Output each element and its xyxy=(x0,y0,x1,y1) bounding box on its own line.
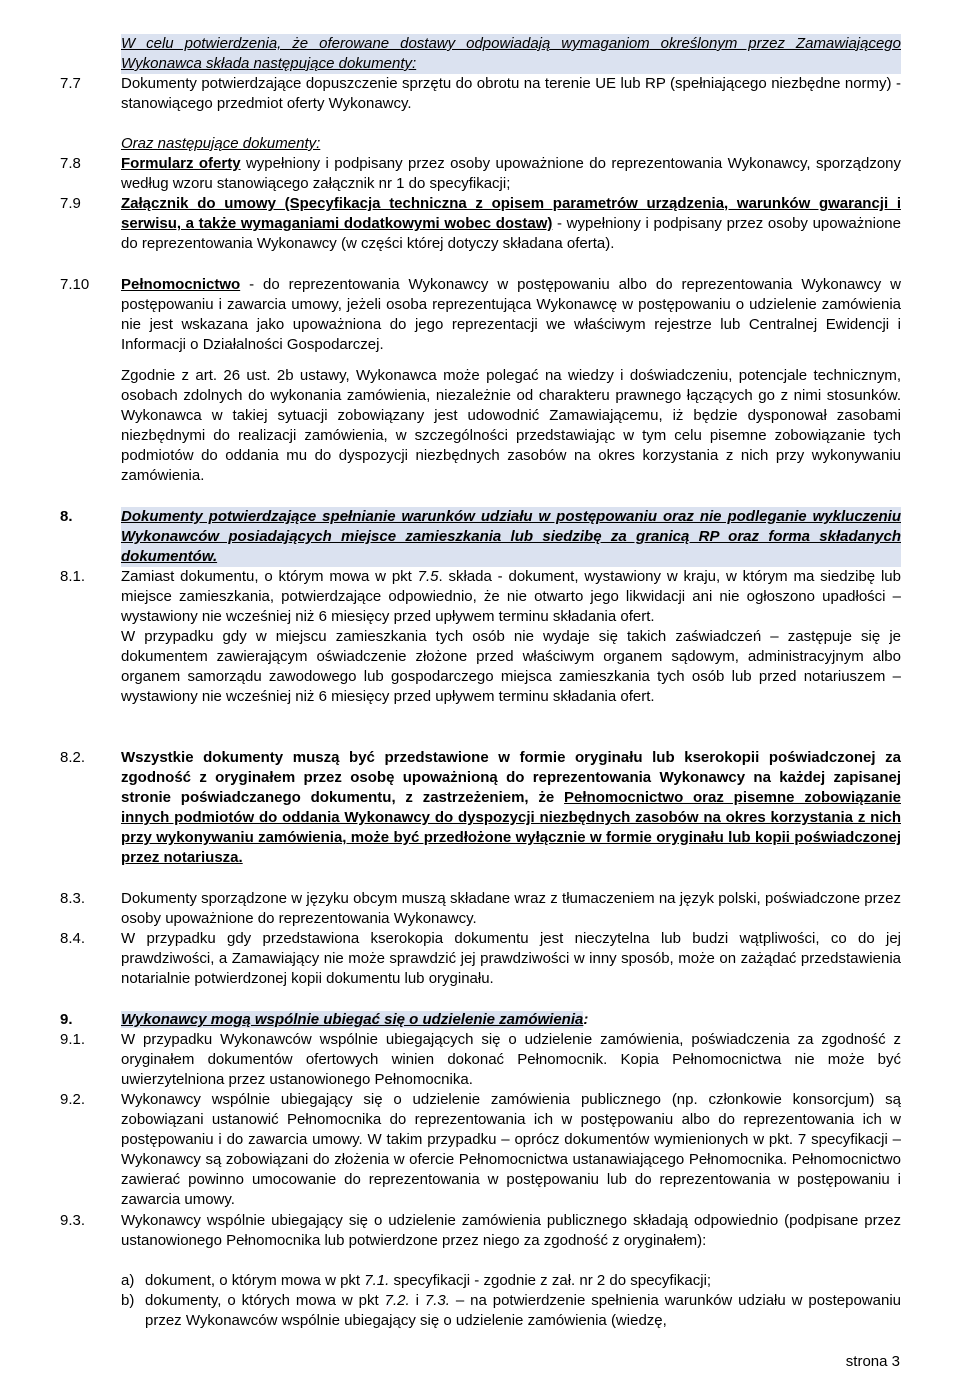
item-number: 9.2. xyxy=(60,1091,86,1108)
list-label: b) xyxy=(121,1292,135,1309)
item-8-3-text: Dokumenty sporządzone w języku obcym muszą składane wraz z tłumaczeniem na język polski, poświadczone przez osoby upoważnione do reprezentowania Wykonawcy. xyxy=(121,890,901,927)
art-26-paragraph: Zgodnie z art. 26 ust. 2b ustawy, Wykonawca może polegać na wiedzy i doświadczeniu, potencjale technicznym, osobach zdolnych do wykonania zamówienia, niezależnie od charakteru prawnego łączących go z nimi stosunków. Wykonawca w takiej sytuacji zobowiązany jest udowodnić Zamawiającemu, iż będzie dysponował zasobami niezbędnymi do realizacji zamówienia, w szczególności przedstawiając w tym celu pisemne zobowiązanie tych podmiotów do oddania mu do dyspozycji niezbędnych zasobów na okres korzystania z nich przy wykonywaniu zamówienia. xyxy=(121,367,901,484)
item-9-3-a-text-1: dokument, o którym mowa w pkt xyxy=(145,1272,365,1289)
item-9-3-b xyxy=(121,1291,901,1331)
item-8-2 xyxy=(121,748,901,868)
item-7-8 xyxy=(121,154,901,194)
item-number: 7.7 xyxy=(60,75,81,92)
item-8-1-text-a: Zamiast dokumentu, o którym mowa w pkt xyxy=(121,568,418,585)
section-number: 8. xyxy=(60,508,73,525)
item-9-3-a-ref: 7.1. xyxy=(364,1272,390,1289)
item-number: 7.8 xyxy=(60,155,81,172)
item-8-4-text: W przypadku gdy przedstawiona kserokopia dokumentu jest nieczytelna lub budzi wątpliwości, co do jej prawdziwości, a Zamawiający nie może sprawdzić jej prawdziwości w inny sposób, może on zażądać przedstawienia notarialnie potwierdzonej kopii dokumentu lub oryginału. xyxy=(121,930,901,987)
section-9-heading xyxy=(121,1010,901,1030)
page-number: strona 3 xyxy=(845,1353,900,1370)
item-9-3-a xyxy=(121,1271,901,1291)
item-7-10-text: - do reprezentowania Wykonawcy w postępowaniu albo do reprezentowania Wykonawcy w postępowaniu i zawarcia umowy, jeżeli osoba reprezentująca Wykonawcę w postępowaniu o udzielenie zamówienia nie jest wskazana jako upoważniona do jego reprezentacji we właściwym rejestrze lub Centralnej Ewidencji i Informacji o Działalności Gospodarczej. xyxy=(121,276,901,353)
item-8-1-text-b: . składa - dokument, wystawiony w kraju, w którym ma siedzibę lub miejsce zamieszkania, potwierdzające odpowiednio, że nie otwarto jego likwidacji ani nie ogłoszono upadłości – wystawiony nie wcześniej niż 6 miesięcy przed upływem terminu składania ofert. xyxy=(121,568,901,625)
section-9-heading-text: Wykonawcy mogą wspólnie ubiegać się o udzielenie zamówienia xyxy=(121,1011,584,1028)
section-number: 9. xyxy=(60,1011,73,1028)
section-9-heading-colon: : xyxy=(583,1011,589,1028)
list-label: a) xyxy=(121,1272,135,1289)
item-number: 9.1. xyxy=(60,1031,86,1048)
item-7-8-lead: Formularz oferty xyxy=(121,155,241,172)
item-7-10 xyxy=(121,275,901,355)
item-9-3-b-text-1: dokumenty, o których mowa w pkt xyxy=(145,1292,385,1309)
item-8-1-ref: 7.5 xyxy=(417,568,439,585)
item-7-7-text: Dokumenty potwierdzające dopuszczenie sprzętu do obrotu na terenie UE lub RP (spełniającego niezbędne normy) - stanowiącego przedmiot oferty Wykonawcy. xyxy=(121,75,901,112)
item-9-3-b-text-2: – na potwierdzenie spełnienia warunków udziału w postepowaniu przez Wykonawców wspólnie ubiegający się o udzielenie zamówienia (wiedzę, xyxy=(145,1292,901,1329)
item-7-9-lead: Załącznik do umowy (Specyfikacja techniczna z opisem parametrów urządzenia, warunków gwarancji i serwisu, a także wymaganiami dodatkowymi wobec dostaw) xyxy=(121,195,901,232)
item-9-3-text: Wykonawcy wspólnie ubiegający się o udzielenie zamówienia publicznego składają odpowiednio (podpisane przez ustanowionego Pełnomocnika lub potwierdzone przez niego za zgodność z oryginałem): xyxy=(121,1212,901,1249)
item-9-1-text: W przypadku Wykonawców wspólnie ubiegających się o udzielenie zamówienia, poświadczenia za zgodność z oryginałem dokumentów ofertowych winien dokonać Pełnomocnik. Kopia Pełnomocnictwa nie może być uwierzytelniona przez ustanowionego Pełnomocnika. xyxy=(121,1031,901,1088)
item-9-3-b-ref: 7.2. xyxy=(384,1292,410,1309)
item-9-3-b-ref2: 7.3. xyxy=(424,1292,450,1309)
item-8-2-text-b: Pełnomocnictwo oraz pisemne zobowiązanie innych podmiotów do oddania Wykonawcy do dyspozycji niezbędnych zasobów na okres korzystania z nich przy wykonywaniu zamówienia, może być przedłożone wyłącznie w formie oryginału lub kopii poświadczonej przez notariusza. xyxy=(121,789,901,866)
item-9-3-a-text-2: specyfikacji - zgodnie z zał. nr 2 do specyfikacji; xyxy=(389,1272,712,1289)
item-8-1 xyxy=(121,567,901,707)
item-7-9-text: - wypełniony i podpisany przez osoby upoważnione do reprezentowania Wykonawcy (w części której dotyczy składana oferta). xyxy=(121,215,901,252)
item-number: 8.1. xyxy=(60,568,86,585)
item-number: 7.9 xyxy=(60,195,81,212)
item-7-10-lead: Pełnomocnictwo xyxy=(121,276,241,293)
item-8-1-text-c: W przypadku gdy w miejscu zamieszkania tych osób nie wydaje się takich zaświadczeń – zastępuje się je dokumentem zawierającym oświadczenie złożone przed właściwym organem sądowym, administracyjnym albo organem samorządu zawodowego lub gospodarczego miejsca zamieszkania tych osób lub przed notariuszem – wystawiony nie wcześniej niż 6 miesięcy przed upływem terminu składania ofert. xyxy=(121,628,901,705)
additional-docs-heading: Oraz następujące dokumenty: xyxy=(121,135,321,152)
item-7-8-text: wypełniony i podpisany przez osoby upoważnione do reprezentowania Wykonawcy, sporządzony według wzoru stanowiącego załącznik nr 1 do specyfikacji; xyxy=(121,155,901,192)
item-8-2-text-a: Wszystkie dokumenty muszą być przedstawione w formie oryginału lub kserokopii poświadczonej za zgodność z oryginałem przez osobę upoważnioną do reprezentowania Wykonawcy na każdej zapisanej stronie poświadczanego dokumentu, z zastrzeżeniem, że xyxy=(121,749,901,806)
item-number: 8.3. xyxy=(60,890,86,907)
item-number: 7.10 xyxy=(60,276,90,293)
item-number: 9.3. xyxy=(60,1212,86,1229)
item-9-2-text: Wykonawcy wspólnie ubiegający się o udzielenie zamówienia publicznego (np. członkowie konsorcjum) są zobowiązani ustanowić Pełnomocnika do reprezentowania ich w postępowaniu albo do reprezentowania ich w postępowaniu i do zawarcia umowy. W takim przypadku – oprócz dokumentów wymienionych w pkt. 7 specyfikacji – Wykonawcy są zobowiązani do złożenia w ofercie Pełnomocnictwa ustanawiającego Pełnomocnika. Pełnomocnictwo zawierać powinno umocowanie do reprezentowania w postępowaniu lub do reprezentowania w postępowaniu i zawarcia umowy. xyxy=(121,1091,901,1208)
intro-note: W celu potwierdzenia, że oferowane dostawy odpowiadają wymaganiom określonym przez Zamawiającego Wykonawca składa następujące dokumenty: xyxy=(121,35,901,72)
item-7-9 xyxy=(121,194,901,254)
item-9-3-b-mid: i xyxy=(409,1292,425,1309)
item-number: 8.4. xyxy=(60,930,86,947)
section-8-heading: Dokumenty potwierdzające spełnianie warunków udziału w postępowaniu oraz nie podleganie wykluczeniu Wykonawców posiadających miejsce zamieszkania lub siedzibę za granicą RP oraz forma składanych dokumentów. xyxy=(121,508,901,565)
item-number: 8.2. xyxy=(60,749,86,766)
